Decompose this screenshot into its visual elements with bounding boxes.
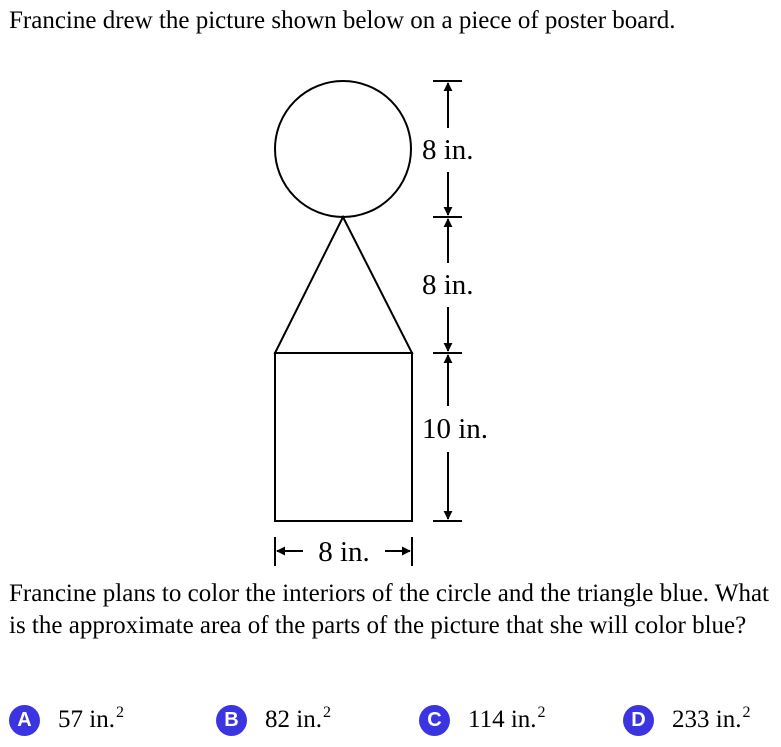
choice-d-badge: D bbox=[623, 705, 654, 736]
choice-a-value: 57 in. bbox=[58, 706, 115, 733]
choice-b[interactable] bbox=[216, 700, 331, 740]
intro-text: Francine drew the picture shown below on a piece of poster board. bbox=[9, 7, 676, 34]
answer-choices bbox=[0, 700, 781, 740]
circle-dimension-label: 8 in. bbox=[422, 134, 474, 166]
triangle-shape bbox=[275, 217, 412, 353]
choice-c[interactable] bbox=[419, 700, 546, 740]
choice-d-value: 233 in. bbox=[672, 706, 742, 733]
choice-c-exponent: 2 bbox=[537, 704, 546, 721]
choice-a-exponent: 2 bbox=[115, 704, 124, 721]
choice-a-text bbox=[58, 705, 124, 735]
choice-a[interactable] bbox=[9, 700, 124, 740]
choice-a-badge: A bbox=[9, 705, 40, 736]
choice-d-text bbox=[672, 705, 750, 735]
choice-b-exponent: 2 bbox=[322, 704, 331, 721]
question-text: Francine plans to color the interiors of the circle and the triangle blue. What is the approximate area of the parts of the picture that she will color blue? bbox=[9, 580, 769, 639]
square-shape bbox=[275, 353, 412, 521]
choice-c-value: 114 in. bbox=[468, 706, 537, 733]
choice-b-text bbox=[265, 705, 331, 735]
circle-shape bbox=[275, 81, 411, 217]
choice-c-text bbox=[468, 705, 546, 735]
choice-d-exponent: 2 bbox=[742, 704, 751, 721]
square-dimension-label: 10 in. bbox=[422, 413, 489, 445]
choice-b-value: 82 in. bbox=[265, 706, 322, 733]
width-dimension-label: 8 in. bbox=[318, 536, 370, 568]
choice-d[interactable] bbox=[623, 700, 750, 740]
choice-c-badge: C bbox=[419, 705, 450, 736]
triangle-dimension-label: 8 in. bbox=[422, 269, 474, 301]
choice-b-badge: B bbox=[216, 705, 247, 736]
